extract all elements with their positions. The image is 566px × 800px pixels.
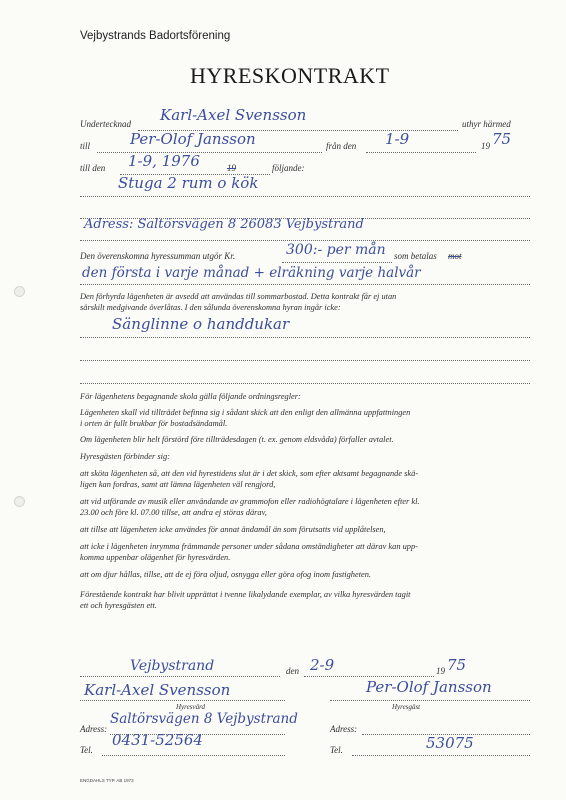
hyresvard-label: Hyresvärd (176, 703, 206, 711)
betalas-label: som betalas (394, 251, 437, 261)
rule-p9-line-1: Förestående kontrakt har blivit upprättat i tvenne likalydande exemplar, av vilka hyresvärden tagit (80, 590, 411, 599)
punch-hole (14, 286, 25, 297)
rule-p5-line-1: att vid utförande av musik eller användande av grammofon eller radiohögtalare i lägenheten efter kl. (80, 497, 420, 506)
to-date-handwritten: 1-9, 1976 (128, 152, 200, 170)
excluded-line-2 (80, 360, 530, 361)
document-title: HYRESKONTRAKT (190, 63, 390, 88)
lessor-tel-label: Tel. (80, 745, 93, 755)
fran-den-label: från den (326, 141, 357, 151)
sign-year-prefix: 19 (436, 666, 445, 676)
rent-handwritten: 300:- per mån (286, 242, 386, 258)
lessee-tel-label: Tel. (330, 745, 343, 755)
lessor-signature-line (80, 700, 285, 701)
rule-p4-line-1: att sköta lägenheten så, att den vid hyrestidens slut är i det skick, som efter aktsamt begagnande skä- (80, 469, 419, 478)
from-year-prefix: 19 (481, 141, 490, 151)
summa-label: Den överenskomna hyressumman utgör Kr. (80, 251, 236, 261)
sign-date-line (304, 676, 434, 677)
rule-p6: att tillse att lägenheten icke användes för annat ändamål än som förutsatts vid upplåtelsen, (80, 525, 386, 534)
lessee-adress-label: Adress: (330, 724, 358, 734)
from-date-handwritten: 1-9 (385, 130, 410, 148)
undertecknad-label: Undertecknad (80, 119, 131, 129)
excluded-line-1 (80, 337, 530, 338)
lessee-signature-line (330, 700, 530, 701)
fran-den-line (366, 152, 476, 153)
payment-terms-handwritten: den första i varje månad + elräkning varje halvår (82, 265, 421, 281)
rule-p3: Hyresgästen förbinder sig: (80, 452, 170, 461)
lessor-address-handwritten: Saltörsvägen 8 Vejbystrand (110, 711, 298, 727)
rule-p1-line-1: Lägenheten skall vid tillträdet befinna sig i sådant skick att den enligt den allmänna uppfattningen (80, 408, 411, 417)
to-year-struck: 19 (227, 163, 236, 173)
from-year-handwritten: 75 (492, 130, 512, 148)
hyresgast-label: Hyresgäst (392, 703, 421, 711)
lessor-signature: Karl-Axel Svensson (84, 681, 231, 699)
forhyrda-line-1: Den förhyrda lägenheten är avsedd att användas till sommarbostad. Detta kontrakt får ej utan (80, 292, 397, 301)
rule-p8: att om djur hållas, tillse, att de ej föra oljud, osnygga eller göra ofog inom fastigheten. (80, 570, 372, 579)
rule-p7-line-1: att icke i lägenheten inrymma främmande personer under sådana omständigheter att därav kan upp- (80, 542, 418, 551)
rule-p4-line-2: ligen kan fordras, samt att lämna lägenheten väl rengjord, (80, 480, 276, 489)
rule-p7-line-2: komma uppenbar olägenhet för hyresvärden. (80, 553, 231, 562)
property-line-1 (80, 196, 530, 197)
rule-p9-line-2: ett och hyresgästen ett. (80, 601, 157, 610)
property-handwritten: Stuga 2 rum o kök (118, 174, 259, 192)
uthyr-label: uthyr härmed (462, 119, 511, 129)
den-label: den (286, 666, 299, 676)
excluded-items-handwritten: Sänglinne o handdukar (112, 315, 290, 333)
sign-date-handwritten: 2-9 (310, 656, 335, 674)
lessee-tel-line (352, 755, 530, 756)
punch-hole (14, 496, 25, 507)
rule-p2: Om lägenheten blir helt förstörd före tillträdesdagen (t. ex. genom eldsvåda) förfaller avtalet. (80, 435, 394, 444)
association-name: Vejbystrands Badortsförening (80, 30, 231, 42)
forhyrda-line-2: särskilt medgivande överlåtas. I den sålunda överenskomna hyran ingår icke: (80, 303, 341, 312)
lessor-name-handwritten: Karl-Axel Svensson (160, 106, 307, 124)
rule-p5-line-2: 23.00 och före kl. 07.00 tillse, att andra ej störas därav, (80, 508, 267, 517)
place-line (80, 676, 280, 677)
lessor-adress-label: Adress: (80, 724, 108, 734)
lessor-tel-handwritten: 0431-52564 (112, 731, 203, 749)
till-den-label: till den (80, 163, 106, 173)
summa-line (282, 262, 392, 263)
mot-struck: mot (448, 251, 462, 261)
place-handwritten: Vejbystrand (130, 658, 215, 674)
property-line-3 (80, 240, 530, 241)
lessee-signature: Per-Olof Jansson (366, 678, 492, 696)
foljande-label: följande: (272, 163, 305, 173)
printer-mark: ENGDAHLS TYP. AB 1973 (80, 778, 134, 783)
rule-p1-line-2: i orten är fullt brukbar för bostadsändamål. (80, 419, 228, 428)
lessee-name-handwritten: Per-Olof Jansson (130, 130, 256, 148)
payment-line (80, 284, 530, 285)
till-label: till (80, 141, 91, 151)
sign-year-handwritten: 75 (447, 656, 467, 674)
lessee-tel-handwritten: 53075 (426, 734, 474, 752)
excluded-line-3 (80, 383, 530, 384)
address-handwritten: Adress: Saltörsvägen 8 26083 Vejbystrand (84, 217, 364, 232)
lessor-tel-line (102, 755, 285, 756)
rules-intro: För lägenhetens begagnande skola gälla följande ordningsregler: (80, 392, 301, 401)
